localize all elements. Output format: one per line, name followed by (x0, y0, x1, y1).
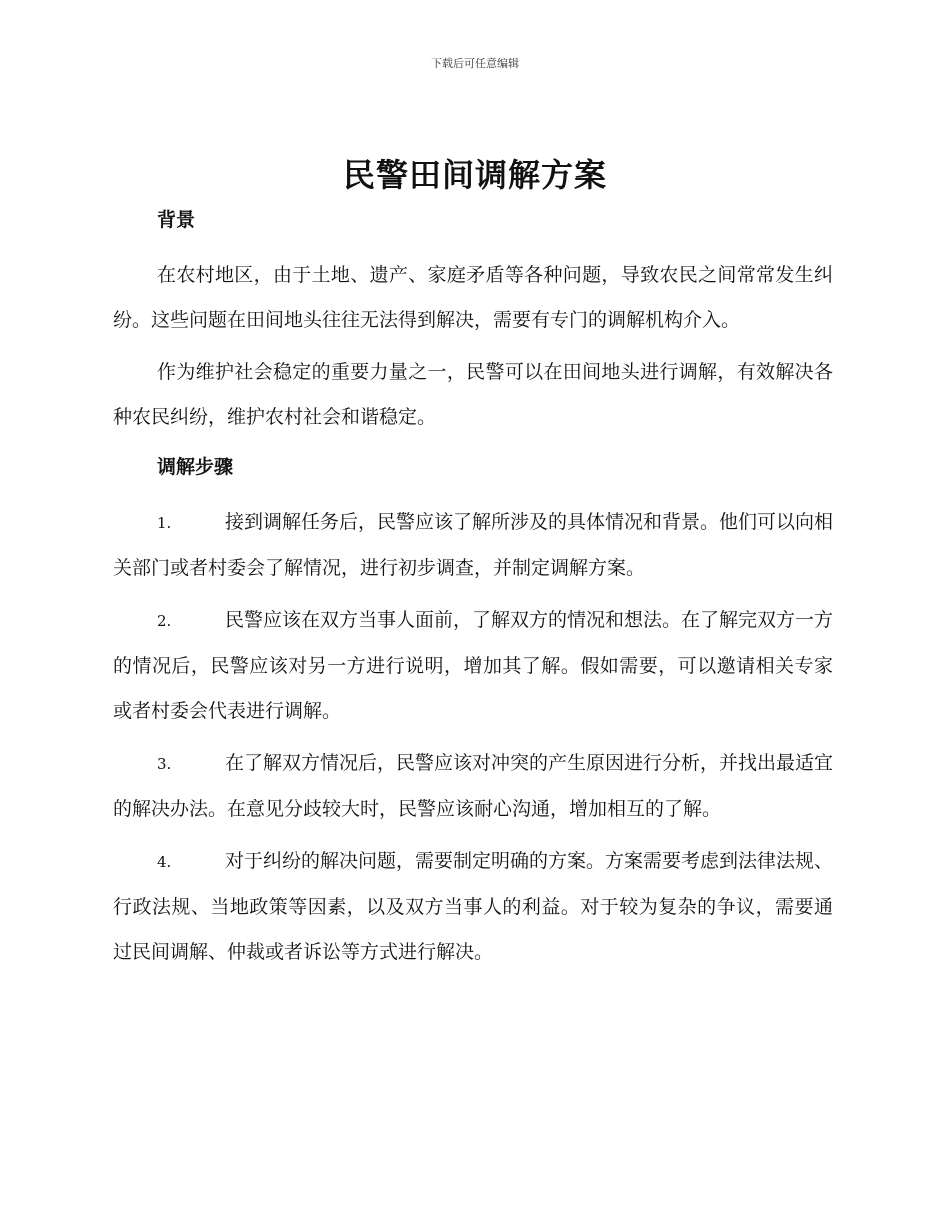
list-item (113, 500, 833, 591)
section-heading-steps: 调解步骤 (157, 456, 234, 478)
list-item-text: 在了解双方情况后，民警应该对冲突的产生原因进行分析，并找出最适宜的解决办法。在意见分歧较大时，民警应该耐心沟通，增加相互的了解。 (113, 752, 834, 820)
paragraph: 作为维护社会稳定的重要力量之一，民警可以在田间地头进行调解，有效解决各种农民纠纷，维护农村社会和谐稳定。 (113, 361, 833, 428)
section-heading-background: 背景 (157, 209, 196, 231)
list-item (113, 598, 833, 734)
paragraph: 在农村地区，由于土地、遗产、家庭矛盾等各种问题，导致农民之间常常发生纠纷。这些问题在田间地头往往无法得到解决，需要有专门的调解机构介入。 (113, 264, 833, 331)
document-body (113, 200, 833, 975)
list-item-number: 3. (157, 755, 172, 773)
list-item-text: 民警应该在双方当事人面前，了解双方的情况和想法。在了解完双方一方的情况后，民警应该对另一方进行说明，增加其了解。假如需要，可以邀请相关专家或者村委会代表进行调解。 (113, 609, 834, 722)
document-title: 民警田间调解方案 (342, 156, 607, 194)
list-item-number: 2. (157, 612, 172, 630)
list-item-text: 对于纠纷的解决问题，需要制定明确的方案。方案需要考虑到法律法规、行政法规、当地政策等因素，以及双方当事人的利益。对于较为复杂的争议，需要通过民间调解、仲裁或者诉讼等方式进行解决。 (113, 850, 834, 963)
list-item-number: 4. (157, 853, 172, 871)
list-item (113, 839, 833, 975)
list-item-text: 接到调解任务后，民警应该了解所涉及的具体情况和背景。他们可以向相关部门或者村委会了解情况，进行初步调查，并制定调解方案。 (113, 511, 834, 579)
header-note: 下载后可任意编辑 (431, 57, 519, 70)
list-item (113, 741, 833, 832)
list-item-number: 1. (157, 514, 172, 532)
